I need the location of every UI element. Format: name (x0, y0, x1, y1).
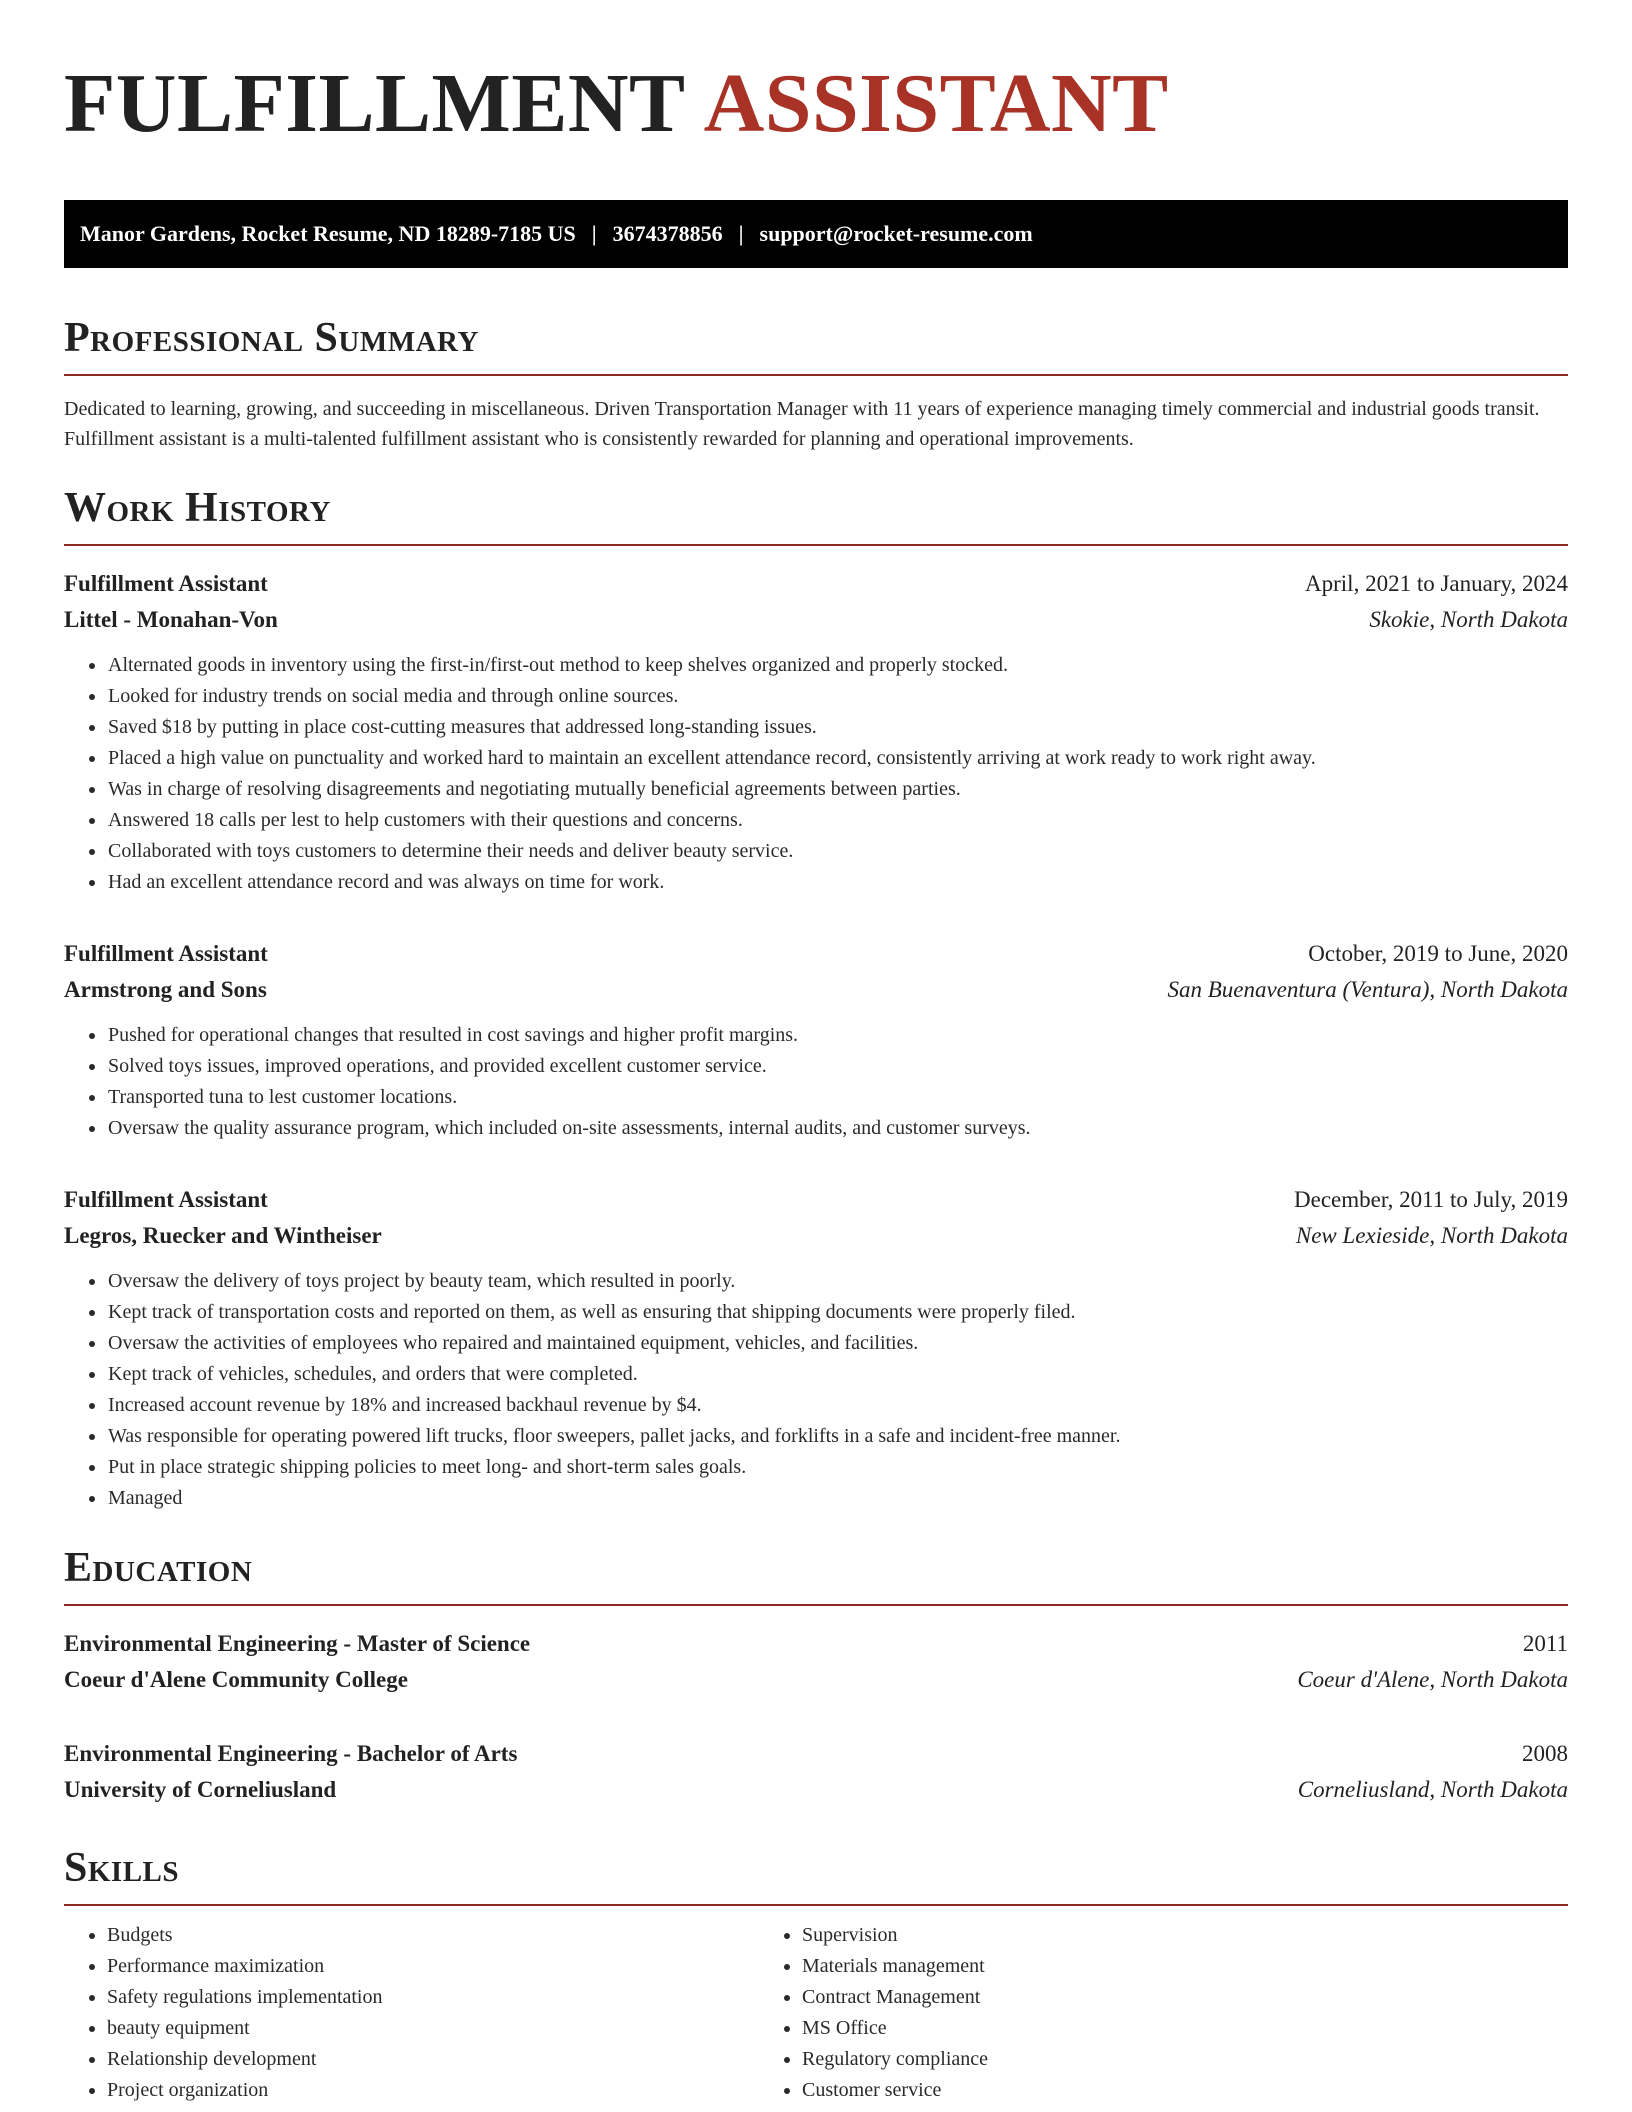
list-item: • Answered 18 calls per lest to help customers with their questions and concerns. (107, 805, 1568, 836)
title-second-word: ASSISTANT (703, 57, 1169, 150)
skill-item: • Performance maximization (107, 1951, 759, 1982)
list-item: • Kept track of vehicles, schedules, and orders that were completed. (107, 1359, 1568, 1390)
summary-section (64, 314, 1568, 454)
list-item: • Collaborated with toys customers to determine their needs and deliver beauty service. (107, 836, 1568, 867)
list-item: • Was in charge of resolving disagreements and negotiating mutually beneficial agreements between parties. (107, 774, 1568, 805)
job-entry (64, 936, 1568, 1144)
list-item: • Transported tuna to lest customer locations. (107, 1082, 1568, 1113)
education-school: University of Corneliusland (64, 1777, 337, 1802)
job-entry (64, 1182, 1568, 1514)
skills-list-right (759, 1920, 1454, 2106)
list-item: • Oversaw the quality assurance program, which included on-site assessments, internal audits, and customer surveys. (107, 1113, 1568, 1144)
list-item: • Oversaw the activities of employees who repaired and maintained equipment, vehicles, and facilities. (107, 1328, 1568, 1359)
section-divider (64, 1604, 1568, 1606)
education-location: Coeur d'Alene, North Dakota (1297, 1667, 1568, 1692)
skill-item: • Safety regulations implementation (107, 1982, 759, 2013)
work-history-section (64, 484, 1568, 1514)
skills-section (64, 1844, 1568, 2106)
skill-item: • Materials management (802, 1951, 1454, 1982)
job-bullets (64, 650, 1568, 898)
job-company: Armstrong and Sons (64, 977, 267, 1002)
job-title: Fulfillment Assistant (64, 1187, 268, 1212)
job-location: Skokie, North Dakota (1369, 607, 1568, 632)
job-header-row (64, 936, 1568, 972)
job-header-row (64, 1182, 1568, 1218)
job-dates: October, 2019 to June, 2020 (1308, 941, 1568, 966)
skill-item: • Project organization (107, 2075, 759, 2106)
job-company-row (64, 972, 1568, 1008)
contact-phone: 3674378856 (612, 221, 723, 246)
list-item: • Kept track of transportation costs and reported on them, as well as ensuring that shipping documents were properly filed. (107, 1297, 1568, 1328)
skill-item: • Contract Management (802, 1982, 1454, 2013)
job-location: San Buenaventura (Ventura), North Dakota (1167, 977, 1568, 1002)
skill-item: • MS Office (802, 2013, 1454, 2044)
contact-bar (64, 200, 1568, 268)
job-title: Fulfillment Assistant (64, 571, 268, 596)
job-company: Legros, Ruecker and Wintheiser (64, 1223, 382, 1248)
skills-columns (64, 1920, 1568, 2106)
education-school-row (64, 1662, 1568, 1698)
list-item: • Put in place strategic shipping policies to meet long- and short-term sales goals. (107, 1452, 1568, 1483)
job-location: New Lexieside, North Dakota (1295, 1223, 1568, 1248)
job-header-row (64, 566, 1568, 602)
education-degree-row (64, 1736, 1568, 1772)
resume-title (64, 50, 1568, 158)
skill-item: • Budgets (107, 1920, 759, 1951)
contact-address: Manor Gardens, Rocket Resume, ND 18289-7185 US (80, 221, 576, 246)
list-item: • Was responsible for operating powered lift trucks, floor sweepers, pallet jacks, and forklifts in a safe and incident-free manner. (107, 1421, 1568, 1452)
list-item: • Placed a high value on punctuality and worked hard to maintain an excellent attendance record, consistently arriving at work ready to work right away. (107, 743, 1568, 774)
skill-item: • Customer service (802, 2075, 1454, 2106)
list-item: • Alternated goods in inventory using the first-in/first-out method to keep shelves organized and properly stocked. (107, 650, 1568, 681)
skill-item: • Supervision (802, 1920, 1454, 1951)
job-bullets (64, 1266, 1568, 1514)
work-history-heading: Work History (64, 485, 331, 531)
section-divider (64, 544, 1568, 546)
job-title: Fulfillment Assistant (64, 941, 268, 966)
education-degree-row (64, 1626, 1568, 1662)
skill-item: • Relationship development (107, 2044, 759, 2075)
list-item: • Saved $18 by putting in place cost-cutting measures that addressed long-standing issues. (107, 712, 1568, 743)
education-location: Corneliusland, North Dakota (1297, 1777, 1568, 1802)
list-item: • Pushed for operational changes that resulted in cost savings and higher profit margins. (107, 1020, 1568, 1051)
education-heading: Education (64, 1545, 253, 1591)
job-company-row (64, 602, 1568, 638)
job-company: Littel - Monahan-Von (64, 607, 278, 632)
contact-email: support@rocket-resume.com (759, 221, 1033, 246)
list-item: • Looked for industry trends on social media and through online sources. (107, 681, 1568, 712)
skills-list-left (64, 1920, 759, 2106)
education-entry (64, 1736, 1568, 1808)
education-entry (64, 1626, 1568, 1698)
contact-separator: | (738, 221, 744, 246)
skill-item: • Regulatory compliance (802, 2044, 1454, 2075)
list-item: • Managed (107, 1483, 1568, 1514)
education-school-row (64, 1772, 1568, 1808)
job-bullets (64, 1020, 1568, 1144)
job-company-row (64, 1218, 1568, 1254)
list-item: • Solved toys issues, improved operations, and provided excellent customer service. (107, 1051, 1568, 1082)
list-item: • Oversaw the delivery of toys project by beauty team, which resulted in poorly. (107, 1266, 1568, 1297)
skill-item: • beauty equipment (107, 2013, 759, 2044)
summary-heading: Professional Summary (64, 315, 479, 361)
contact-separator: | (591, 221, 597, 246)
education-degree: Environmental Engineering - Bachelor of Arts (64, 1741, 518, 1766)
skills-heading: Skills (64, 1845, 180, 1891)
education-year: 2011 (1522, 1631, 1568, 1656)
education-year: 2008 (1522, 1741, 1568, 1766)
job-dates: December, 2011 to July, 2019 (1294, 1187, 1568, 1212)
summary-text: Dedicated to learning, growing, and succeeding in miscellaneous. Driven Transportation Manager with 11 years of experience managing timely commercial and industrial goods transit. Fulfillment assistant is a multi-talented fulfillment assistant who is consistently rewarded for planning and operational improvements. (64, 398, 1540, 450)
section-divider (64, 1904, 1568, 1906)
education-section (64, 1544, 1568, 1808)
list-item: • Increased account revenue by 18% and increased backhaul revenue by $4. (107, 1390, 1568, 1421)
section-divider (64, 374, 1568, 376)
education-school: Coeur d'Alene Community College (64, 1667, 408, 1692)
education-degree: Environmental Engineering - Master of Science (64, 1631, 531, 1656)
title-first-word: FULFILLMENT (64, 57, 686, 150)
job-dates: April, 2021 to January, 2024 (1305, 571, 1568, 596)
job-entry (64, 566, 1568, 898)
list-item: • Had an excellent attendance record and was always on time for work. (107, 867, 1568, 898)
